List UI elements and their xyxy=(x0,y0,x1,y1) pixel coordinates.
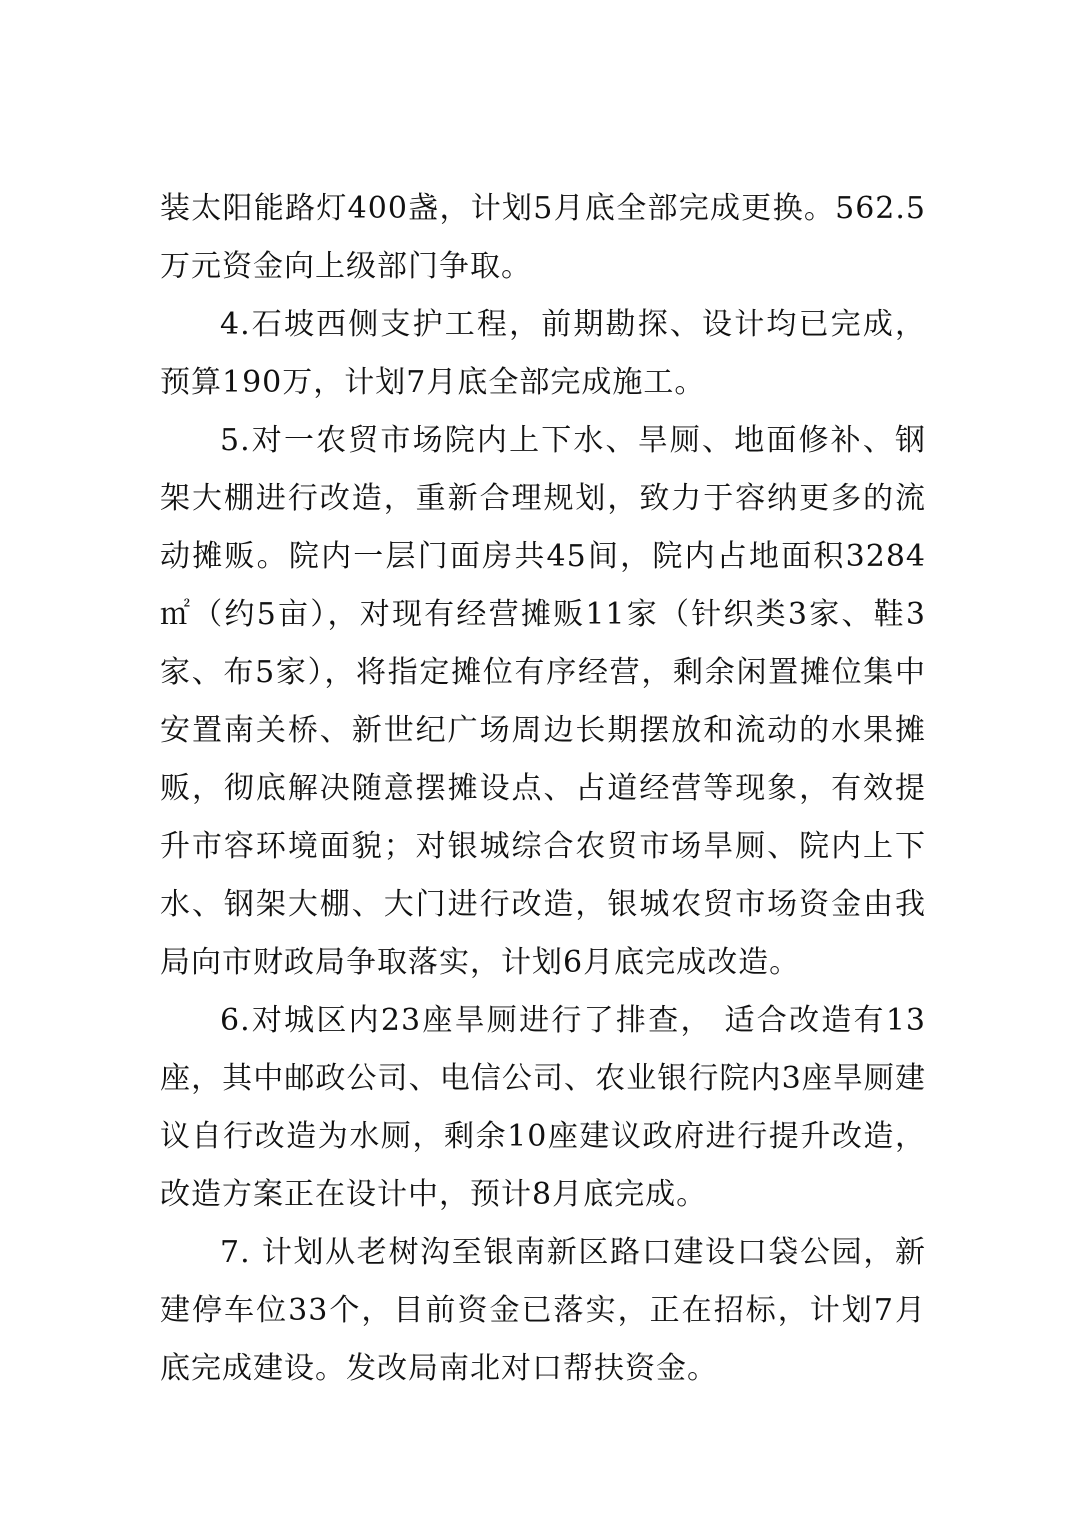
paragraph-item-4: 4.石坡西侧支护工程，前期勘探、设计均已完成，预算190万，计划7月底全部完成施工。 xyxy=(160,307,926,400)
paragraph-solar-lights: 装太阳能路灯400盏，计划5月底全部完成更换。562.5万元资金向上级部门争取。 xyxy=(160,191,926,284)
document-body xyxy=(160,180,926,1398)
paragraph-item-5: 5.对一农贸市场院内上下水、旱厕、地面修补、钢架大棚进行改造，重新合理规划，致力于容纳更多的流动摊贩。院内一层门面房共45间，院内占地面积3284㎡（约5亩），对现有经营摊贩11家（针织类3家、鞋3家、布5家），将指定摊位有序经营，剩余闲置摊位集中安置南关桥、新世纪广场周边长期摆放和流动的水果摊贩，彻底解决随意摆摊设点、占道经营等现象，有效提升市容环境面貌；对银城综合农贸市场旱厕、院内上下水、钢架大棚、大门进行改造，银城农贸市场资金由我局向市财政局争取落实，计划6月底完成改造。 xyxy=(160,423,926,980)
paragraph-item-7: 7. 计划从老树沟至银南新区路口建设口袋公园，新建停车位33个，目前资金已落实，正在招标，计划7月底完成建设。发改局南北对口帮扶资金。 xyxy=(160,1235,926,1386)
paragraph-item-6: 6.对城区内23座旱厕进行了排查， 适合改造有13座，其中邮政公司、电信公司、农业银行院内3座旱厕建议自行改造为水厕，剩余10座建议政府进行提升改造，改造方案正在设计中，预计8月底完成。 xyxy=(160,1003,926,1212)
